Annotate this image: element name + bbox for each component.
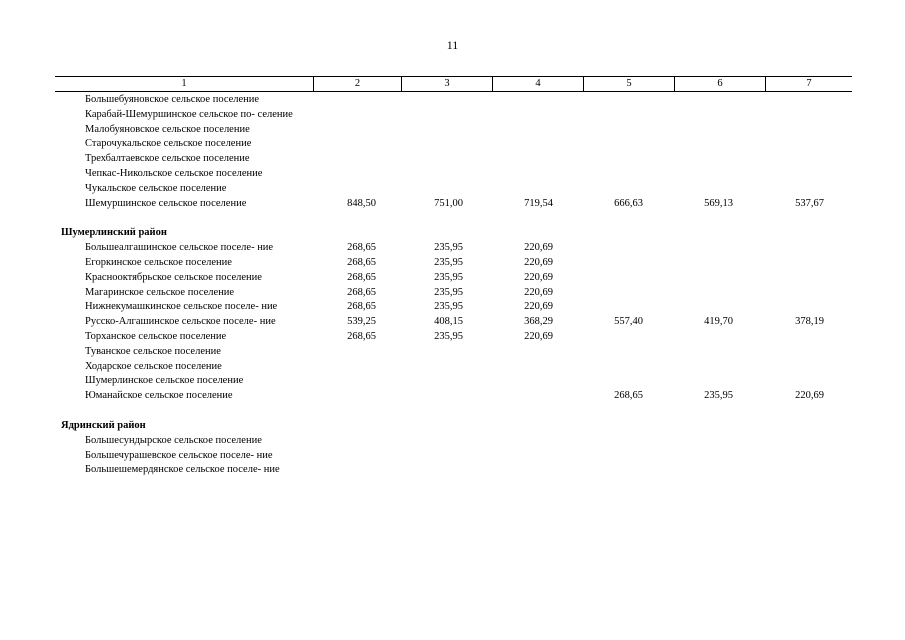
value-col-3: 235,95 — [434, 256, 463, 268]
value-col-2: 268,65 — [347, 301, 376, 313]
table-row — [55, 374, 852, 389]
table-row — [55, 182, 852, 197]
value-col-4: 220,69 — [524, 286, 553, 298]
value-col-6: 419,70 — [704, 316, 733, 328]
value-col-2: 268,65 — [347, 256, 376, 268]
value-col-4: 368,29 — [524, 316, 553, 328]
settlement-name: Трехбалтаевское сельское поселение — [85, 153, 250, 165]
column-header-2: 2 — [314, 77, 402, 91]
district-heading-row — [55, 419, 852, 434]
table-row — [55, 152, 852, 167]
column-header-1: 1 — [55, 77, 314, 91]
value-col-7: 537,67 — [795, 197, 824, 209]
table-row — [55, 315, 852, 330]
table-row — [55, 197, 852, 212]
value-col-4: 719,54 — [524, 197, 553, 209]
table-row — [55, 449, 852, 464]
district-heading-row — [55, 226, 852, 241]
settlement-name: Юманайское сельское поселение — [85, 390, 233, 402]
table-row — [55, 389, 852, 404]
value-col-2: 268,65 — [347, 286, 376, 298]
column-header-5: 5 — [584, 77, 675, 91]
settlement-name: Шемуршинское сельское поселение — [85, 197, 247, 209]
value-col-5: 268,65 — [614, 390, 643, 402]
table-row — [55, 300, 852, 315]
value-col-4: 220,69 — [524, 330, 553, 342]
settlement-name: Большечурашевское сельское поселе- ние — [85, 449, 273, 461]
value-col-3: 235,95 — [434, 271, 463, 283]
settlement-name: Краснооктябрьское сельское поселение — [85, 271, 262, 283]
table-row — [55, 330, 852, 345]
value-col-2: 268,65 — [347, 271, 376, 283]
settlement-name: Карабай-Шемуршинское сельское по- селение — [85, 108, 293, 120]
value-col-2: 268,65 — [347, 242, 376, 254]
settlement-name: Магаринское сельское поселение — [85, 286, 235, 298]
settlement-name: Большебуяновское сельское поселение — [85, 94, 260, 105]
row-spacer — [55, 404, 852, 419]
table-row — [55, 271, 852, 286]
value-col-3: 235,95 — [434, 301, 463, 313]
district-name: Шумерлинский район — [61, 227, 167, 239]
column-header-6: 6 — [675, 77, 766, 91]
value-col-5: 557,40 — [614, 316, 643, 328]
column-header-7: 7 — [806, 78, 812, 89]
table-row — [55, 108, 852, 123]
settlement-name: Нижнекумашкинское сельское поселе- ние — [85, 301, 278, 313]
value-col-2: 539,25 — [347, 316, 376, 328]
value-col-3: 235,95 — [434, 242, 463, 254]
value-col-6: 569,13 — [704, 197, 733, 209]
value-col-6: 235,95 — [704, 390, 733, 402]
table-row — [55, 345, 852, 360]
settlement-name: Большеалгашинское сельское поселе- ние — [85, 242, 274, 254]
settlement-name: Торханское сельское поселение — [85, 330, 227, 342]
table-row — [55, 241, 852, 256]
settlement-name: Ходарское сельское поселение — [85, 360, 222, 372]
value-col-7: 378,19 — [795, 316, 824, 328]
row-spacer — [55, 211, 852, 226]
value-col-4: 220,69 — [524, 242, 553, 254]
settlement-name: Большесундырское сельское поселение — [85, 434, 262, 446]
value-col-4: 220,69 — [524, 301, 553, 313]
settlement-name: Старочукальское сельское поселение — [85, 138, 252, 150]
page-number: 11 — [446, 38, 459, 52]
value-col-3: 408,15 — [434, 316, 463, 328]
settlement-name: Егоркинское сельское поселение — [85, 256, 232, 268]
value-col-2: 268,65 — [347, 330, 376, 342]
value-col-5: 666,63 — [614, 197, 643, 209]
value-col-4: 220,69 — [524, 256, 553, 268]
district-name: Ядринский район — [61, 419, 146, 431]
table-header — [55, 76, 852, 92]
value-col-3: 235,95 — [434, 286, 463, 298]
value-col-3: 235,95 — [434, 330, 463, 342]
table-row — [55, 286, 852, 301]
table-row — [55, 463, 852, 478]
column-header-4: 4 — [493, 77, 584, 91]
table-row — [55, 360, 852, 375]
settlement-name: Шумерлинское сельское поселение — [85, 375, 244, 387]
table-row — [55, 93, 852, 108]
settlement-name: Чукальское сельское поселение — [85, 182, 227, 194]
table-row — [55, 123, 852, 138]
column-header-3: 3 — [402, 77, 493, 91]
value-col-3: 751,00 — [434, 197, 463, 209]
settlement-name: Туванское сельское поселение — [85, 345, 221, 357]
value-col-4: 220,69 — [524, 271, 553, 283]
value-col-7: 220,69 — [795, 390, 824, 402]
table-body — [55, 93, 852, 478]
table-row — [55, 137, 852, 152]
value-col-2: 848,50 — [347, 197, 376, 209]
settlement-name: Чепкас-Никольское сельское поселение — [85, 167, 263, 179]
settlement-name: Большешемердянское сельское поселе- ние — [85, 464, 280, 476]
table-row — [55, 434, 852, 449]
settlement-name: Русско-Алгашинское сельское поселе- ние — [85, 316, 276, 328]
table-row — [55, 256, 852, 271]
settlement-name: Малобуяновское сельское поселение — [85, 123, 250, 135]
table-row — [55, 167, 852, 182]
